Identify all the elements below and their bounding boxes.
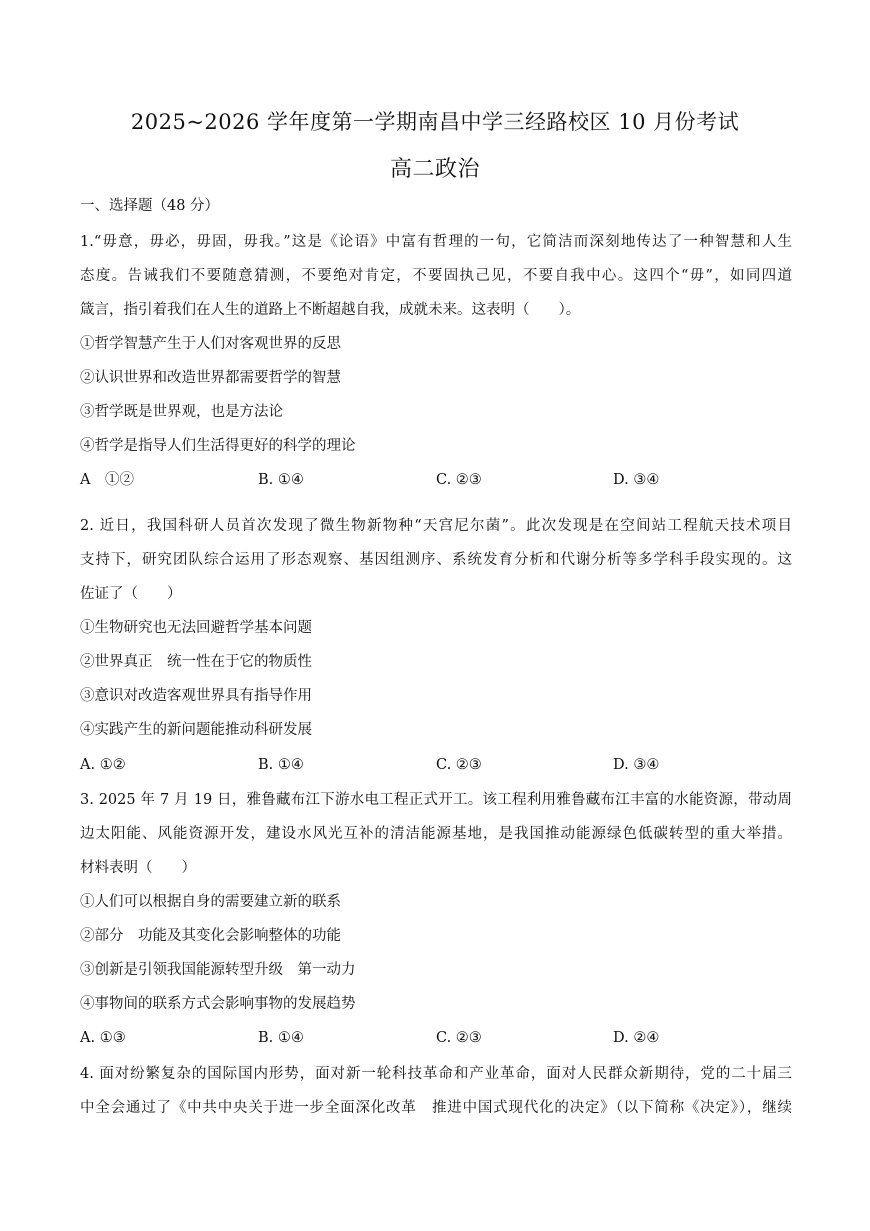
question-1-statement-2: ②认识世界和改造世界都需要哲学的智慧 [80, 370, 341, 386]
question-2-statement-4: ④实践产生的新问题能推动科研发展 [80, 722, 312, 738]
question-3-line-3: 材料表明（ ） [80, 860, 196, 876]
question-1-option-c: C. ②③ [436, 472, 482, 488]
question-3-option-a: A. ①③ [80, 1030, 126, 1046]
question-3-statement-1: ①人们可以根据自身的需要建立新的联系 [80, 894, 341, 910]
question-3-statement-3: ③创新是引领我国能源转型升级 第一动力 [80, 962, 356, 978]
question-4-line-2: 中全会通过了《中共中央关于进一步全面深化改革 推进中国式现代化的决定》（以下简称《决定》），继续 [80, 1100, 792, 1116]
question-1-statement-3: ③哲学既是世界观，也是方法论 [80, 404, 283, 420]
question-3-line-2: 边太阳能、风能资源开发，建设水风光互补的清洁能源基地，是我国推动能源绿色低碳转型的重大举措。 [80, 826, 792, 842]
question-3-option-d: D. ②④ [613, 1030, 660, 1046]
question-2-option-c: C. ②③ [436, 757, 482, 773]
question-1-line-1: 1.“毋意，毋必，毋固，毋我。”这是《论语》中富有哲理的一句，它简洁而深刻地传达了一种智慧和人生 [80, 234, 792, 250]
question-1-option-a: A ①② [80, 472, 134, 488]
question-2-statement-3: ③意识对改造客观世界具有指导作用 [80, 688, 312, 704]
question-1-statement-1: ①哲学智慧产生于人们对客观世界的反思 [80, 336, 341, 352]
question-2-option-a: A. ①② [80, 757, 126, 773]
question-2-statement-2: ②世界真正 统一性在于它的物质性 [80, 654, 312, 670]
question-1-line-3: 箴言，指引着我们在人生的道路上不断超越自我，成就未来。这表明（ ）。 [80, 302, 581, 318]
question-3-statement-2: ②部分 功能及其变化会影响整体的功能 [80, 928, 341, 944]
question-1-statement-4: ④哲学是指导人们生活得更好的科学的理论 [80, 438, 356, 454]
question-1-option-d: D. ③④ [613, 472, 660, 488]
question-3-option-c: C. ②③ [436, 1030, 482, 1046]
question-2-line-1: 2. 近日，我国科研人员首次发现了微生物新物种“天宫尼尔菌”。此次发现是在空间站工程航天技术项目 [80, 518, 792, 534]
question-3-statement-4: ④事物间的联系方式会影响事物的发展趋势 [80, 996, 356, 1012]
question-2-statement-1: ①生物研究也无法回避哲学基本问题 [80, 620, 312, 636]
question-3-option-b: B. ①④ [258, 1030, 304, 1046]
question-2-option-d: D. ③④ [613, 757, 660, 773]
question-3-line-1: 3. 2025 年 7 月 19 日，雅鲁藏布江下游水电工程正式开工。该工程利用雅鲁藏布江丰富的水能资源，带动周 [80, 792, 792, 808]
question-1-line-2: 态度。告诫我们不要随意猜测，不要绝对肯定，不要固执己见，不要自我中心。这四个“毋”，如同四道 [80, 268, 792, 284]
question-2-line-2: 支持下，研究团队综合运用了形态观察、基因组测序、系统发育分析和代谢分析等多学科手段实现的。这 [80, 552, 792, 568]
question-1-option-b: B. ①④ [258, 472, 304, 488]
question-2-line-3: 佐证了（ ） [80, 586, 182, 602]
exam-title: 2025~2026 学年度第一学期南昌中学三经路校区 10 月份考试 [130, 110, 740, 134]
section-heading: 一、选择题（48 分） [80, 198, 220, 214]
question-4-line-1: 4. 面对纷繁复杂的国际国内形势，面对新一轮科技革命和产业革命，面对人民群众新期待，党的二十届三 [80, 1066, 792, 1082]
subject-title: 高二政治 [389, 157, 480, 182]
question-2-option-b: B. ①④ [258, 757, 304, 773]
